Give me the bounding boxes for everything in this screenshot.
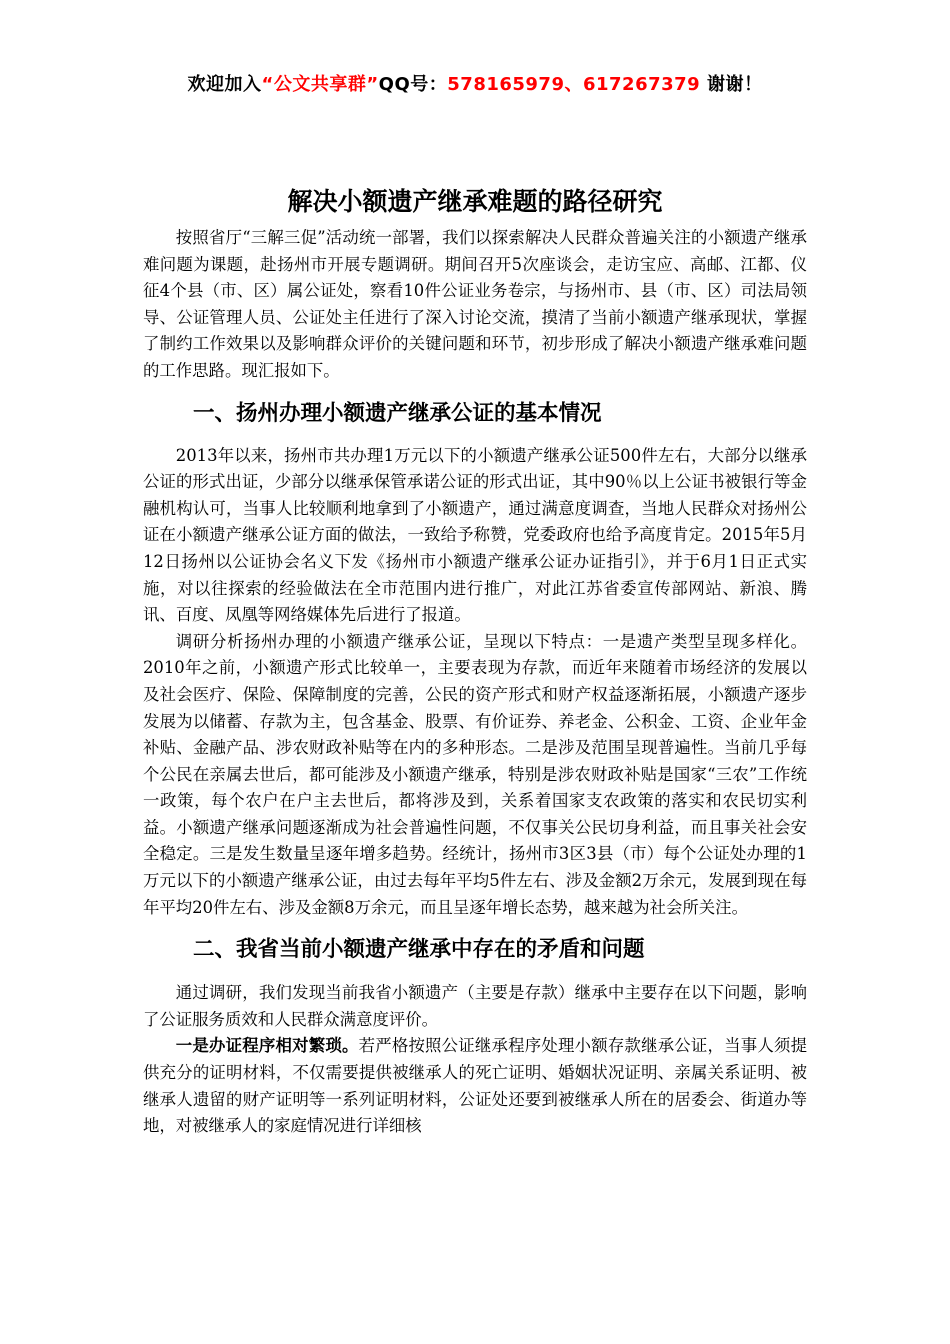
- document-title: 解决小额遗产继承难题的路径研究: [287, 187, 663, 216]
- section-1-paragraph-2: 调研分析扬州办理的小额遗产继承公证，呈现以下特点：一是遗产类型呈现多样化。2010年之前，小额遗产形式比较单一，主要表现为存款，而近年来随着市场经济的发展以及社会医疗、保险、保障制度的完善，公民的资产形式和财产权益逐渐拓展，小额遗产逐步发展为以储蓄、存款为主，包含基金、股票、有价证券、养老金、公积金、工资、企业年金补贴、金融产品、涉农财政补贴等在内的多种形态。二是涉及范围呈现普遍性。当前几乎每个公民在亲属去世后，都可能涉及小额遗产继承，特别是涉农财政补贴是国家“三农”工作统一政策，每个农户在户主去世后，都将涉及到，关系着国家支农政策的落实和农民切实利益。小额遗产继承问题逐渐成为社会普遍性问题，不仅事关公民切身利益，而且事关社会安全稳定。三是发生数量呈逐年增多趋势。经统计，扬州市3区3县（市）每个公证处办理的1万元以下的小额遗产继承公证，由过去每年平均5件左右、涉及金额2万余元，发展到现在每年平均20件左右、涉及金额8万余元，而且呈逐年增长态势，越来越为社会所关注。: [143, 631, 807, 917]
- section-2-paragraph-2-lead: 一是办证程序相对繁琐。: [175, 1036, 359, 1056]
- banner-qq-numbers: 578165979、617267379: [447, 74, 701, 95]
- section-2-paragraph-2-text: 若严格按照公证继承程序处理小额存款继承公证，当事人须提供充分的证明材料，不仅需要提供被继承人的死亡证明、婚姻状况证明、亲属关系证明、被继承人遗留的财产证明等一系列证明材料，公证处还要到被继承人所在的居委会、街道办等地，对被继承人的家庭情况进行详细核: [143, 1036, 808, 1136]
- section-2-paragraph-1: 通过调研，我们发现当前我省小额遗产（主要是存款）继承中主要存在以下问题，影响了公证服务质效和人民群众满意度评价。: [143, 983, 807, 1029]
- intro-paragraph: 按照省厅“三解三促”活动统一部署，我们以探索解决人民群众普遍关注的小额遗产继承难问题为课题，赴扬州市开展专题调研。期间召开5次座谈会，走访宝应、高邮、江都、仪征4个县（市、区）属公证处，察看10件公证业务卷宗，与扬州市、县（市、区）司法局领导、公证管理人员、公证处主任进行了深入讨论交流，摸清了当前小额遗产继承现状，掌握了制约工作效果以及影响群众评价的关键问题和环节，初步形成了解决小额遗产继承难问题的工作思路。现汇报如下。: [143, 228, 807, 380]
- section-1-heading: 一、扬州办理小额遗产继承公证的基本情况: [193, 400, 602, 426]
- document-body: [143, 225, 807, 1140]
- section-2-paragraph-2: [143, 1033, 807, 1139]
- section-2-heading: 二、我省当前小额遗产继承中存在的矛盾和问题: [193, 937, 645, 963]
- section-1-paragraph-1: 2013年以来，扬州市共办理1万元以下的小额遗产继承公证500件左右，大部分以继承公证的形式出证，少部分以继承保管承诺公证的形式出证，其中90％以上公证书被银行等金融机构认可，当事人比较顺利地拿到了小额遗产，通过满意度调查，当地人民群众对扬州公证在小额遗产继承公证方面的做法，一致给予称赞，党委政府也给予高度肯定。2015年5月12日扬州以公证协会名义下发《扬州市小额遗产继承公证办证指引》，并于6月1日正式实施，对以往探索的经验做法在全市范围内进行推广，对此江苏省委宣传部网站、新浪、腾讯、百度、凤凰等网络媒体先后进行了报道。: [143, 445, 807, 625]
- banner-qq-label: QQ号：: [378, 74, 448, 95]
- promo-banner: [0, 70, 950, 96]
- banner-group-name: “公文共享群”: [261, 74, 379, 95]
- banner-suffix: 谢谢！: [700, 74, 763, 95]
- banner-prefix: 欢迎加入: [187, 74, 262, 95]
